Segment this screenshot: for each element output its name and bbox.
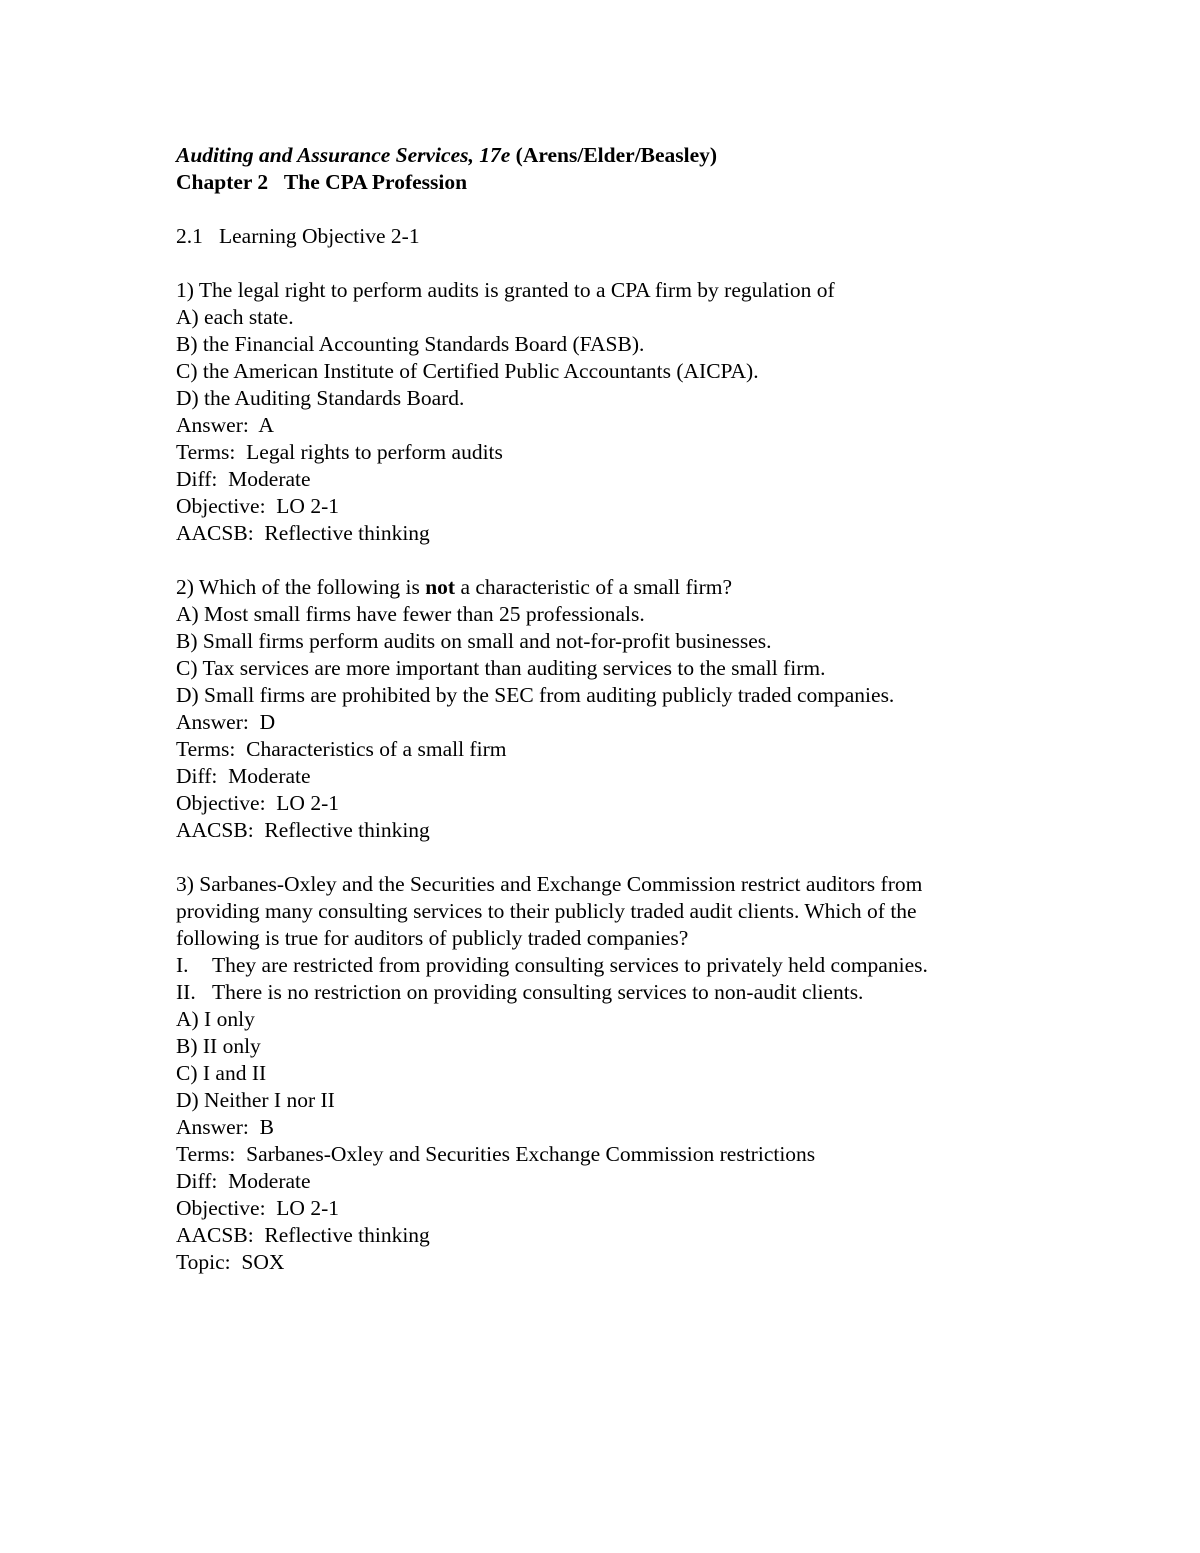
option-b: B) the Financial Accounting Standards Board (FASB). [176,332,645,356]
section-heading: 2.1 Learning Objective 2-1 [176,224,420,248]
option-d: D) Neither I nor II [176,1088,335,1112]
stem-emphasis: not [425,575,456,599]
option-b: B) II only [176,1034,261,1058]
objective: Objective: LO 2-1 [176,494,339,518]
aacsb: AACSB: Reflective thinking [176,818,430,842]
option-b: B) Small firms perform audits on small and not-for-profit businesses. [176,629,772,653]
topic: Topic: SOX [176,1250,285,1274]
statement-number: II. [176,980,196,1004]
question-stem-line-3: following is true for auditors of publicly traded companies? [176,926,689,950]
question-stem-line-2: providing many consulting services to their publicly traded audit clients. Which of the [176,899,917,923]
aacsb: AACSB: Reflective thinking [176,1223,430,1247]
question-stem: 1) The legal right to perform audits is granted to a CPA firm by regulation of [176,278,835,302]
stem-after: a characteristic of a small firm? [455,575,733,599]
document-page [176,142,1076,1276]
answer: Answer: D [176,710,276,734]
book-title: Auditing and Assurance Services, 17e [176,143,511,167]
statement-2 [176,979,1076,1006]
objective: Objective: LO 2-1 [176,1196,339,1220]
spacer [176,844,1076,871]
book-title-line [176,142,1076,169]
spacer [176,547,1076,574]
aacsb: AACSB: Reflective thinking [176,521,430,545]
chapter-title: Chapter 2 The CPA Profession [176,170,468,194]
spacer [176,250,1076,277]
terms: Terms: Characteristics of a small firm [176,737,507,761]
statement-text: There is no restriction on providing consulting services to non-audit clients. [212,980,864,1004]
option-d: D) Small firms are prohibited by the SEC from auditing publicly traded companies. [176,683,895,707]
terms: Terms: Sarbanes-Oxley and Securities Exchange Commission restrictions [176,1142,816,1166]
spacer [176,196,1076,223]
answer: Answer: A [176,413,274,437]
book-authors: (Arens/Elder/Beasley) [510,143,718,167]
option-a: A) each state. [176,305,294,329]
question-2 [176,574,1076,844]
option-d: D) the Auditing Standards Board. [176,386,465,410]
difficulty: Diff: Moderate [176,764,311,788]
statement-list [176,952,1076,1006]
difficulty: Diff: Moderate [176,467,311,491]
statement-number: I. [176,953,189,977]
stem-before: 2) Which of the following is [176,575,426,599]
terms: Terms: Legal rights to perform audits [176,440,503,464]
statement-1 [176,952,1076,979]
option-c: C) Tax services are more important than auditing services to the small firm. [176,656,826,680]
statement-text: They are restricted from providing consulting services to privately held companies. [212,953,928,977]
question-3 [176,871,1076,1276]
question-stem-line-1: 3) Sarbanes-Oxley and the Securities and Exchange Commission restrict auditors from [176,872,923,896]
option-a: A) I only [176,1007,255,1031]
question-stem [176,574,1076,601]
answer: Answer: B [176,1115,274,1139]
option-c: C) the American Institute of Certified Public Accountants (AICPA). [176,359,759,383]
question-1 [176,277,1076,547]
difficulty: Diff: Moderate [176,1169,311,1193]
objective: Objective: LO 2-1 [176,791,339,815]
option-c: C) I and II [176,1061,267,1085]
option-a: A) Most small firms have fewer than 25 professionals. [176,602,645,626]
